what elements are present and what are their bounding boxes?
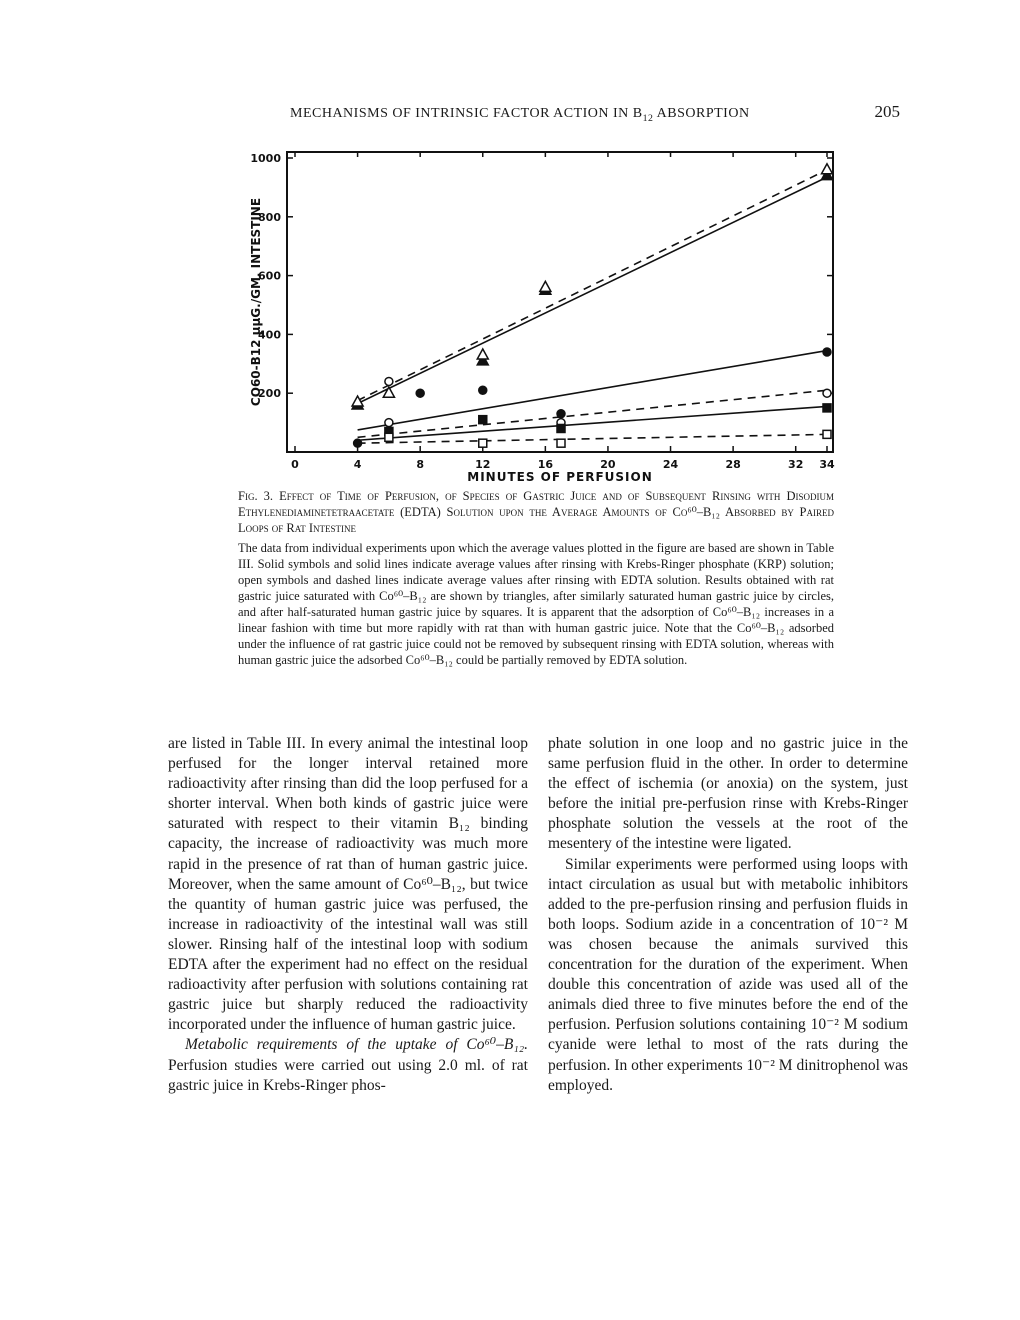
left-paragraph-2	[168, 1035, 528, 1095]
circle-marker	[823, 389, 831, 397]
plot-frame	[287, 152, 833, 452]
figure-3-chart	[230, 140, 870, 485]
x-tick-label: 8	[416, 458, 425, 471]
square-marker	[557, 439, 565, 447]
x-tick-label: 32	[788, 458, 804, 471]
caption-text: The data from individual experiments upon which the average values plotted in the figure are based are shown in Table III. Solid symbols and solid lines indicate average values after rinsing with Krebs-Ringer phosphate (KRP) solution; open symbols and dashed lines indicate average values after rinsing with EDTA solution. Results obtained with rat gastric juice saturated with Co⁶⁰–B₁₂ are shown by triangles, after similarly saturated human gastric juice by circles, and after half-saturated human gastric juice by squares. It is apparent that the adsorption of Co⁶⁰–B₁₂ increases in a linear fashion with time but more rapidly with rat than with human gastric juice. Note that the Co⁶⁰–B₁₂ adsorbed under the influence of rat gastric juice could not be removed by subsequent rinsing with EDTA solution, whereas with human gastric juice the adsorbed Co⁶⁰–B₁₂ could be partially removed by EDTA solution.	[238, 541, 834, 667]
circle-marker	[416, 389, 424, 397]
axis-ticks	[250, 152, 835, 471]
caption-title: Fig. 3. Effect of Time of Perfusion, of Species of Gastric Juice and of Subsequent Rinsing with Disodium Ethylenediaminetetraacetate (EDTA) Solution upon the Average Amounts of Co⁶⁰–B₁₂ Absorbed by Paired Loops of Rat Intestine	[238, 489, 834, 535]
y-tick-label: 800	[258, 210, 281, 224]
right-paragraph-2: Similar experiments were performed using loops with intact circulation as usual but with metabolic inhibitors added to the pre-perfusion rinsing and perfusion fluids in both loops. Sodium azide in a concentration of 10⁻² M was chosen because the animals survived this concentration for the duration of the experiment. When double this concentration of azide was used all of the animals died three to five minutes before the end of the perfusion. Perfusion solutions containing 10⁻² M sodium cyanide were lethal to most of the rats during the perfusion. In other experiments 10⁻² M dinitrophenol was employed.	[548, 855, 908, 1094]
triangle-marker	[383, 387, 394, 397]
x-axis-label: MINUTES OF PERFUSION	[467, 470, 653, 484]
triangle-marker	[477, 349, 488, 359]
right-column	[548, 734, 908, 1096]
triangle-marker	[540, 281, 551, 291]
square-marker	[385, 433, 393, 441]
series-lines	[358, 170, 827, 443]
square-marker	[557, 424, 565, 432]
square-marker	[479, 416, 487, 424]
page-number: 205	[874, 102, 900, 121]
circle-marker	[823, 348, 831, 356]
y-tick-label: 600	[258, 269, 281, 283]
y-axis-label: CO60-B12 µµG./GM. INTESTINE	[249, 197, 263, 407]
running-header	[290, 102, 900, 124]
x-tick-label: 12	[475, 458, 491, 471]
x-tick-label: 0	[291, 458, 299, 471]
circle-marker	[385, 377, 393, 385]
x-tick-label: 4	[353, 458, 362, 471]
running-title: MECHANISMS OF INTRINSIC FACTOR ACTION IN $B_{12}$ ABSORPTION	[290, 106, 750, 124]
circle-marker	[557, 410, 565, 418]
circle-marker	[385, 419, 393, 427]
circle-marker	[479, 386, 487, 394]
left-column	[168, 734, 528, 1096]
x-tick-label: 34	[819, 458, 835, 471]
series-line	[358, 390, 827, 437]
left-paragraph-1: are listed in Table III. In every animal the intestinal loop perfused for the longer interval retained more radioactivity after rinsing than did the loop perfused for a shorter interval. When both kinds of gastric juice were saturated with respect to their vitamin B₁₂ binding capacity, the increase of radioactivity was much more rapid in the presence of rat than of human gastric juice. Moreover, when the same amount of Co⁶⁰–B₁₂, but twice the quantity of human gastric juice was perfused, the increase in radioactivity of the intestinal wall was still slower. Rinsing half of the intestinal loop with sodium EDTA after the experiment had no effect on the residual radioactivity after perfusion with solutions containing rat gastric juice but sharply reduced the radioactivity incorporated under the influence of human gastric juice.	[168, 735, 528, 1034]
x-tick-label: 20	[600, 458, 616, 471]
square-marker	[479, 439, 487, 447]
y-tick-label: 200	[258, 387, 281, 401]
square-marker	[823, 404, 831, 412]
triangle-marker	[822, 164, 833, 174]
series-line	[358, 170, 827, 401]
right-paragraph-1: phate solution in one loop and no gastric juice in the same perfusion fluid in the other. In order to determine the effect of ischemia (or anoxia) on the system, just before the initial pre-perfusion rinse with Krebs-Ringer phosphate solution the vessels at the root of the mesentery of the intestine were ligated.	[548, 735, 908, 853]
section-heading: Metabolic requirements of the uptake of Co⁶⁰–B₁₂.	[185, 1036, 528, 1054]
figure-caption	[238, 488, 834, 668]
circle-marker	[354, 439, 362, 447]
x-tick-label: 16	[537, 458, 554, 471]
y-tick-label: 1000	[250, 152, 281, 165]
y-tick-label: 400	[258, 328, 281, 342]
series-line	[358, 351, 827, 430]
series-line	[358, 177, 827, 403]
series-markers	[352, 164, 832, 447]
x-tick-label: 28	[725, 458, 741, 471]
x-tick-label: 24	[662, 458, 679, 471]
left-paragraph-2-text: Perfusion studies were carried out using 2.0 ml. of rat gastric juice in Krebs-Ringer phos-	[168, 1056, 528, 1094]
square-marker	[823, 430, 831, 438]
